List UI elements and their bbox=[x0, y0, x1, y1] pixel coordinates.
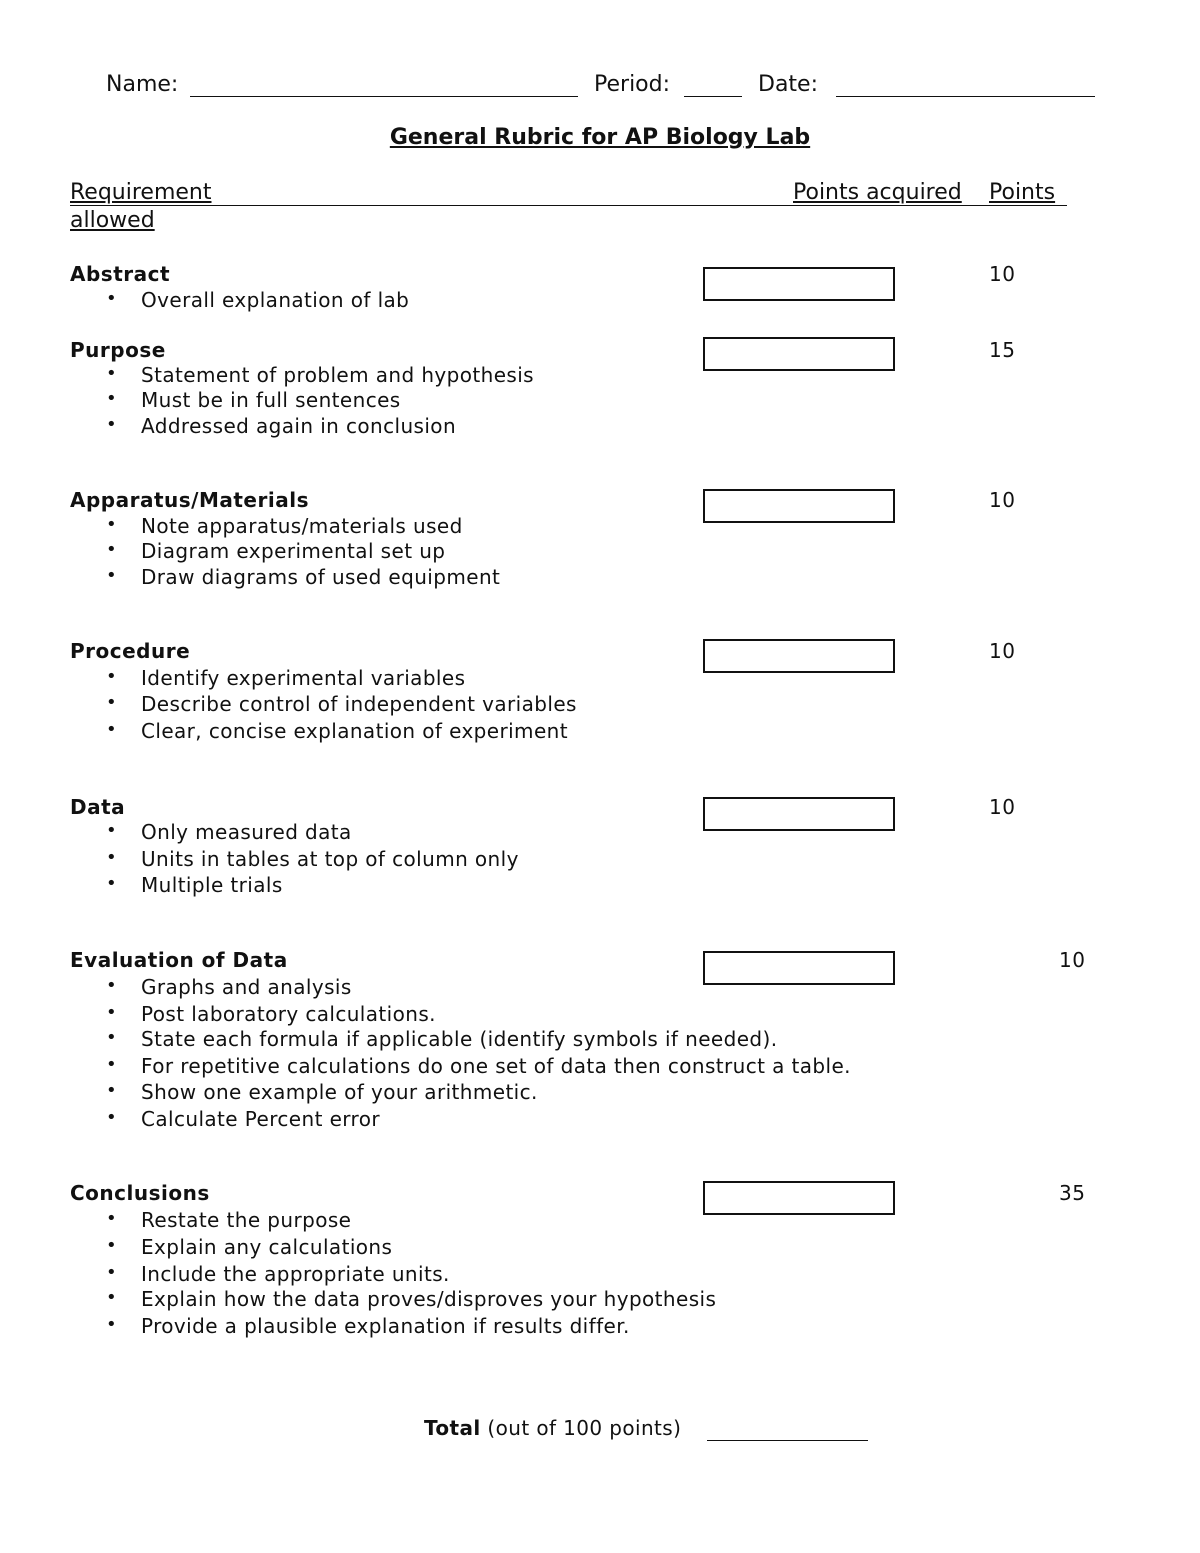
points-acquired-box[interactable] bbox=[703, 489, 895, 523]
list-item: • Must be in full sentences bbox=[106, 388, 401, 412]
allowed-column-header: allowed bbox=[70, 208, 155, 233]
date-field[interactable] bbox=[836, 96, 1095, 97]
list-item: • Calculate Percent error bbox=[106, 1107, 380, 1131]
points-acquired-box[interactable] bbox=[703, 337, 895, 371]
list-item: • Note apparatus/materials used bbox=[106, 514, 463, 538]
list-item: • Graphs and analysis bbox=[106, 975, 352, 999]
total-points-field[interactable] bbox=[707, 1440, 868, 1441]
list-item: • Describe control of independent variables bbox=[106, 692, 577, 716]
section-title: Evaluation of Data bbox=[70, 948, 288, 972]
list-item: • Statement of problem and hypothesis bbox=[106, 363, 534, 387]
period-label: Period: bbox=[594, 72, 671, 97]
total-suffix: (out of 100 points) bbox=[487, 1416, 682, 1440]
list-item: • For repetitive calculations do one set of data then construct a table. bbox=[106, 1054, 851, 1078]
list-item: • Provide a plausible explanation if results differ. bbox=[106, 1314, 630, 1338]
section-title: Apparatus/Materials bbox=[70, 488, 309, 512]
list-item: • Draw diagrams of used equipment bbox=[106, 565, 501, 589]
list-item: • Overall explanation of lab bbox=[106, 288, 410, 312]
section-title: Procedure bbox=[70, 639, 191, 663]
points-allowed: 35 bbox=[1059, 1181, 1086, 1205]
section-title: Data bbox=[70, 795, 126, 819]
section-title: Abstract bbox=[70, 262, 171, 286]
list-item: • Explain any calculations bbox=[106, 1235, 393, 1259]
list-item: • Clear, concise explanation of experiment bbox=[106, 719, 568, 743]
requirement-column-header: Requirement bbox=[70, 180, 212, 205]
points-acquired-box[interactable] bbox=[703, 1181, 895, 1215]
list-item: • Diagram experimental set up bbox=[106, 539, 446, 563]
list-item: • Only measured data bbox=[106, 820, 352, 844]
points-allowed: 10 bbox=[989, 488, 1016, 512]
points-column-header: Points bbox=[989, 180, 1056, 205]
points-allowed: 10 bbox=[989, 262, 1016, 286]
total-label: Total bbox=[424, 1416, 481, 1440]
list-item: • Identify experimental variables bbox=[106, 666, 466, 690]
points-allowed: 15 bbox=[989, 338, 1016, 362]
points-acquired-column-header: Points acquired bbox=[793, 180, 962, 205]
period-field[interactable] bbox=[684, 96, 742, 97]
list-item: • Units in tables at top of column only bbox=[106, 847, 519, 871]
name-label: Name: bbox=[106, 72, 179, 97]
points-acquired-box[interactable] bbox=[703, 639, 895, 673]
list-item: • Multiple trials bbox=[106, 873, 283, 897]
section-title: Purpose bbox=[70, 338, 166, 362]
points-allowed: 10 bbox=[989, 639, 1016, 663]
list-item: • Include the appropriate units. bbox=[106, 1262, 450, 1286]
points-allowed: 10 bbox=[989, 795, 1016, 819]
page-title: General Rubric for AP Biology Lab bbox=[389, 125, 811, 150]
points-acquired-box[interactable] bbox=[703, 267, 895, 301]
points-acquired-box[interactable] bbox=[703, 951, 895, 985]
name-field[interactable] bbox=[190, 96, 578, 97]
list-item: • Addressed again in conclusion bbox=[106, 414, 457, 438]
list-item: • Show one example of your arithmetic. bbox=[106, 1080, 538, 1104]
column-header-rule bbox=[70, 205, 1067, 206]
list-item: • Restate the purpose bbox=[106, 1208, 352, 1232]
list-item: • State each formula if applicable (identify symbols if needed). bbox=[106, 1027, 778, 1051]
list-item: • Explain how the data proves/disproves your hypothesis bbox=[106, 1287, 717, 1311]
points-acquired-box[interactable] bbox=[703, 797, 895, 831]
section-title: Conclusions bbox=[70, 1181, 210, 1205]
total-line bbox=[424, 1416, 681, 1440]
points-allowed: 10 bbox=[1059, 948, 1086, 972]
list-item: • Post laboratory calculations. bbox=[106, 1002, 436, 1026]
date-label: Date: bbox=[758, 72, 818, 97]
